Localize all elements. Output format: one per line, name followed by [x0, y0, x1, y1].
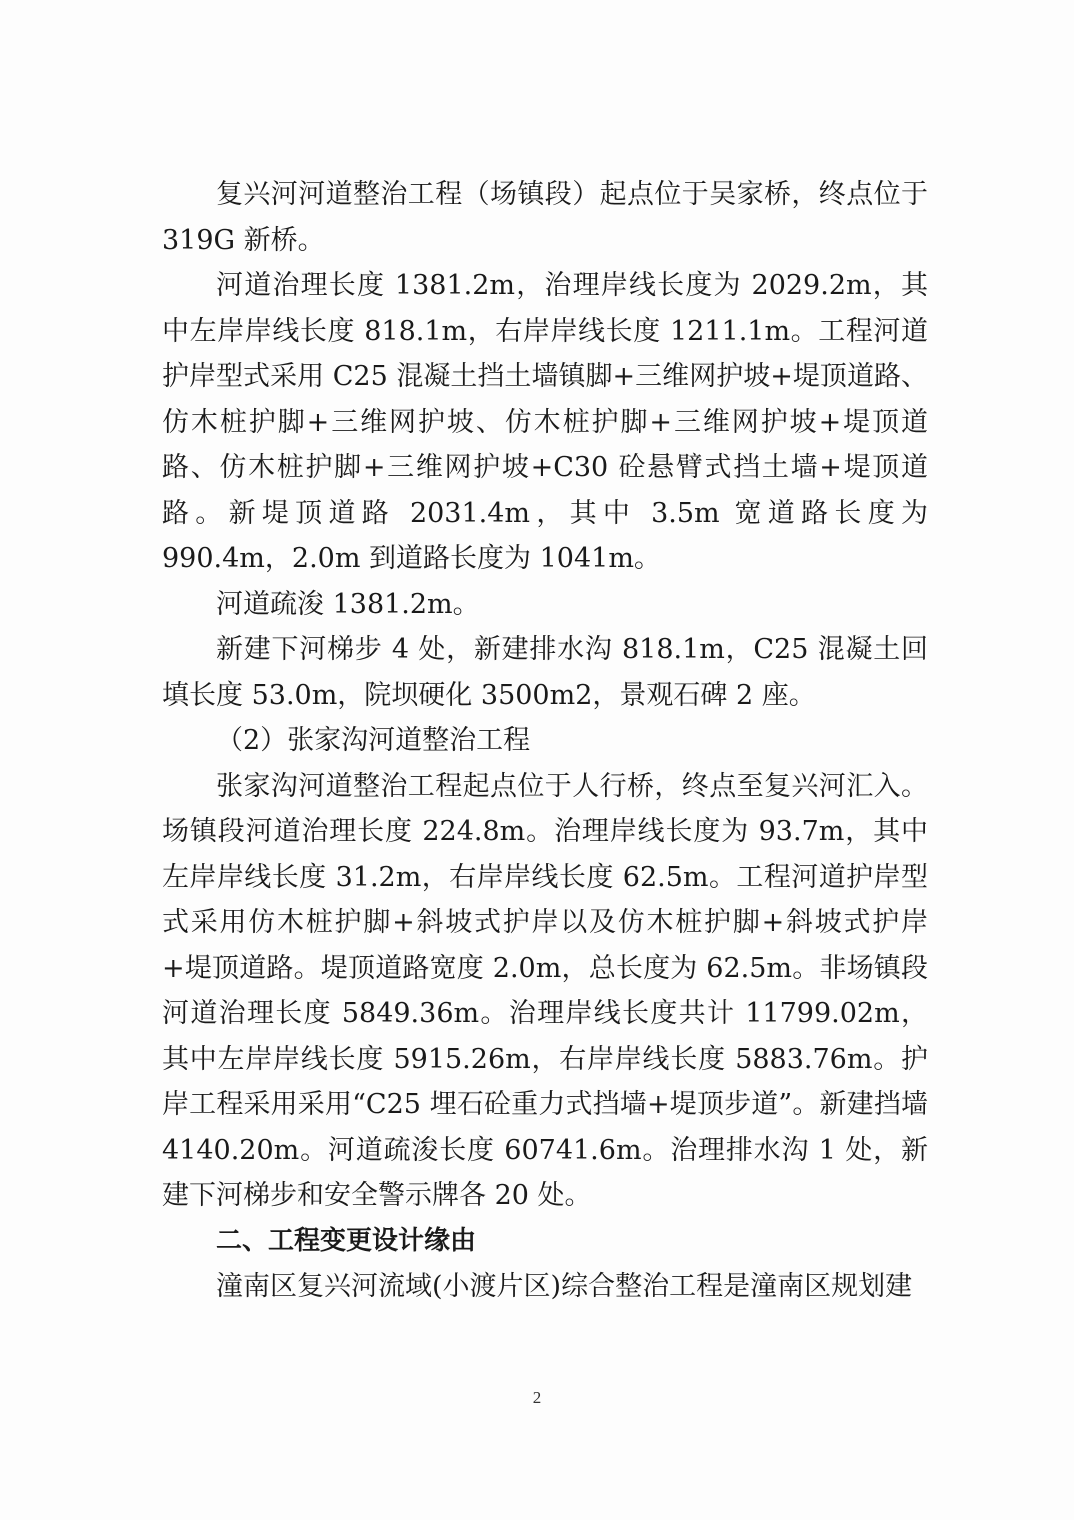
document-body [162, 172, 928, 1310]
paragraph-new-steps-drainage: 新建下河梯步 4 处，新建排水沟 818.1m，C25 混凝土回填长度 53.0m，院坝硬化 3500m2，景观石碑 2 座。 [162, 634, 928, 711]
page-number: 2 [532, 1388, 542, 1407]
paragraph-river-treatment-length: 河道治理长度 1381.2m，治理岸线长度为 2029.2m，其中左岸岸线长度 818.1m，右岸岸线长度 1211.1m。工程河道护岸型式采用 C25 混凝土挡土墙镇脚+三维网护坡+堤顶道路、仿木桩护脚+三维网护坡、仿木桩护脚+三维网护坡+堤顶道路、仿木桩护脚+三维网护坡+C30 砼悬臂式挡土墙+堤顶道路。新堤顶道路 2031.4m，其中 3.5m 宽道路长度为 990.4m，2.0m 到道路长度为 1041m。 [162, 270, 928, 574]
section-heading-change-reason: 二、工程变更设计缘由 [216, 1225, 477, 1256]
subheading-zhangjiagou-project: （2）张家沟河道整治工程 [216, 725, 531, 756]
paragraph-river-dredging: 河道疏浚 1381.2m。 [216, 588, 480, 620]
paragraph-zhangjiagou-details: 张家沟河道整治工程起点位于人行桥，终点至复兴河汇入。场镇段河道治理长度 224.8m。治理岸线长度为 93.7m，其中左岸岸线长度 31.2m，右岸岸线长度 62.5m。工程河道护岸型式采用仿木桩护脚+斜坡式护岸以及仿木桩护脚+斜坡式护岸+堤顶道路。堤顶道路宽度 2.0m，总长度为 62.5m。非场镇段河道治理长度 5849.36m。治理岸线长度共计 11799.02m，其中左岸岸线长度 5915.26m，右岸岸线长度 5883.76m。护岸工程采用采用“C25 埋石砼重力式挡墙+堤顶步道”。新建挡墙 4140.20m。河道疏浚长度 60741.6m。治理排水沟 1 处，新建下河梯步和安全警示牌各 20 处。 [162, 770, 928, 1211]
paragraph-change-reason-start: 潼南区复兴河流域(小渡片区)综合整治工程是潼南区规划建 [216, 1271, 913, 1302]
paragraph-project-start-end: 复兴河河道整治工程（场镇段）起点位于吴家桥，终点位于319G 新桥。 [162, 179, 928, 256]
